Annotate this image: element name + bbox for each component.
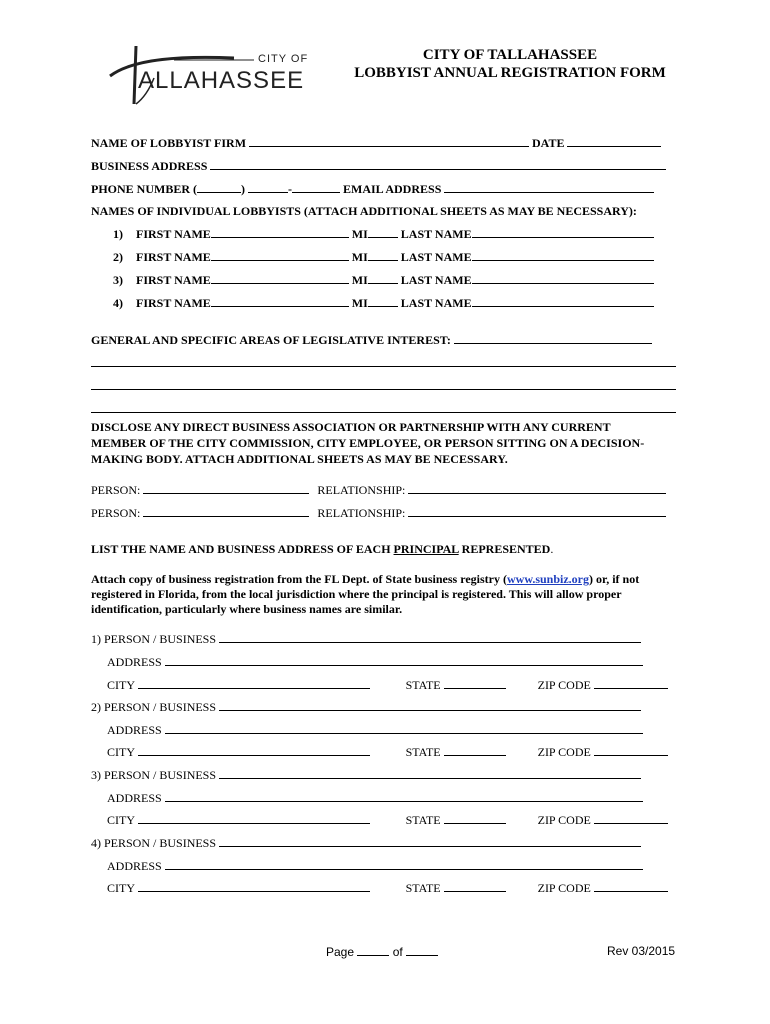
page-label: Page — [326, 945, 355, 959]
mi-label: MI — [351, 296, 368, 310]
last-name-field[interactable] — [472, 226, 654, 238]
firm-name-label: NAME OF LOBBYIST FIRM — [91, 136, 247, 150]
relationship-field[interactable] — [408, 482, 666, 494]
legislative-interest-row — [91, 332, 652, 347]
person-business-field[interactable] — [219, 699, 641, 711]
principal-city-row — [107, 677, 668, 692]
legislative-interest-line[interactable] — [91, 389, 676, 390]
person-business-field[interactable] — [219, 835, 641, 847]
lobbyist-row — [113, 226, 654, 241]
mi-label: MI — [351, 273, 368, 287]
zip-field[interactable] — [594, 744, 668, 756]
last-name-label: LAST NAME — [400, 296, 472, 310]
state-label: STATE — [405, 813, 441, 827]
principal-address-row — [107, 858, 643, 873]
lobbyist-num: 2) — [113, 250, 123, 264]
mi-field[interactable] — [368, 249, 398, 261]
city-field[interactable] — [138, 880, 370, 892]
state-field[interactable] — [444, 677, 506, 689]
last-name-field[interactable] — [472, 249, 654, 261]
lobbyist-num: 3) — [113, 273, 123, 287]
logo-city-of: CITY OF — [258, 53, 309, 65]
firm-name-field[interactable] — [249, 135, 529, 147]
person-business-label: PERSON / BUSINESS — [104, 632, 217, 646]
legislative-interest-colon: : — [446, 333, 451, 347]
first-name-field[interactable] — [211, 226, 349, 238]
state-label: STATE — [405, 881, 441, 895]
relationship-label: RELATIONSHIP: — [317, 483, 406, 497]
principal-num: 1) — [91, 632, 101, 646]
legislative-interest-field[interactable] — [454, 332, 652, 344]
principal-address-row — [107, 722, 643, 737]
principal-heading-key: PRINCIPAL — [393, 542, 459, 556]
firm-name-row — [91, 135, 661, 150]
last-name-label: LAST NAME — [400, 250, 472, 264]
person-label: PERSON: — [91, 483, 141, 497]
person-label: PERSON: — [91, 506, 141, 520]
first-name-field[interactable] — [211, 295, 349, 307]
person-business-label: PERSON / BUSINESS — [104, 768, 217, 782]
logo-name: ALLAHASSEE — [138, 67, 305, 94]
lobbyist-row — [113, 272, 654, 287]
attach-instructions-line2: registered in Florida, from the local jurisdiction where the principal is registered. This will allow proper — [91, 587, 622, 601]
business-address-row — [91, 158, 666, 173]
principal-num: 2) — [91, 700, 101, 714]
business-address-label: BUSINESS ADDRESS — [91, 159, 208, 173]
last-name-label: LAST NAME — [400, 227, 472, 241]
phone-open-paren: ( — [193, 182, 197, 196]
principal-city-row — [107, 880, 668, 895]
attach-instructions-line3: identification, particularly where business names are similar. — [91, 602, 403, 616]
lobbyist-row — [113, 249, 654, 264]
lobbyist-row — [113, 295, 654, 310]
person-field[interactable] — [143, 482, 309, 494]
mi-field[interactable] — [368, 226, 398, 238]
phone-email-row — [91, 181, 654, 196]
association-row — [91, 505, 666, 520]
principal-city-row — [107, 812, 668, 827]
phone-label: PHONE NUMBER — [91, 182, 190, 196]
principal-person-row — [91, 699, 641, 714]
city-field[interactable] — [138, 744, 370, 756]
zip-field[interactable] — [594, 677, 668, 689]
city-field[interactable] — [138, 812, 370, 824]
first-name-field[interactable] — [211, 249, 349, 261]
legislative-interest-label: GENERAL AND SPECIFIC AREAS OF LEGISLATIVE INTEREST — [91, 333, 447, 347]
principal-city-row — [107, 744, 668, 759]
last-name-label: LAST NAME — [400, 273, 472, 287]
mi-field[interactable] — [368, 295, 398, 307]
address-label: ADDRESS — [107, 655, 162, 669]
first-name-label: FIRST NAME — [136, 296, 211, 310]
last-name-field[interactable] — [472, 295, 654, 307]
address-label: ADDRESS — [107, 859, 162, 873]
principal-person-row — [91, 631, 641, 646]
principal-heading-post: REPRESENTED — [458, 542, 551, 556]
page-title-line2: LOBBYIST ANNUAL REGISTRATION FORM — [354, 65, 666, 81]
first-name-label: FIRST NAME — [136, 250, 211, 264]
page-title-line1: CITY OF TALLAHASSEE — [422, 47, 598, 63]
lobbyist-num: 4) — [113, 296, 123, 310]
attach-line1-pre: Attach copy of business registration from the FL Dept. of State business registry ( — [91, 572, 507, 586]
principal-person-row — [91, 835, 641, 850]
relationship-field[interactable] — [408, 505, 666, 517]
person-field[interactable] — [143, 505, 309, 517]
email-field[interactable] — [444, 181, 654, 193]
address-field[interactable] — [165, 790, 643, 802]
attach-instructions-line1 — [91, 572, 639, 586]
principal-address-row — [107, 654, 643, 669]
phone-dash: - — [288, 182, 292, 196]
phone-line-field[interactable] — [292, 181, 340, 193]
legislative-interest-line[interactable] — [91, 366, 676, 367]
disclose-text-line2: MEMBER OF THE CITY COMMISSION, CITY EMPLOYEE, OR PERSON SITTING ON A DECISION- — [91, 436, 645, 450]
date-label: DATE — [532, 136, 565, 150]
mi-label: MI — [351, 250, 368, 264]
of-label: of — [392, 945, 403, 959]
phone-prefix-field[interactable] — [248, 181, 288, 193]
zip-label: ZIP CODE — [537, 745, 591, 759]
attach-line1-post: ) or, if not — [589, 572, 640, 586]
principal-heading-pre: LIST THE NAME AND BUSINESS ADDRESS OF EACH — [91, 542, 394, 556]
address-label: ADDRESS — [107, 723, 162, 737]
email-label: EMAIL ADDRESS — [343, 182, 442, 196]
zip-field[interactable] — [594, 812, 668, 824]
state-field[interactable] — [444, 744, 506, 756]
mi-field[interactable] — [368, 272, 398, 284]
city-logo — [104, 40, 314, 112]
business-address-field[interactable] — [210, 158, 666, 170]
principal-person-row — [91, 767, 641, 782]
address-label: ADDRESS — [107, 791, 162, 805]
disclose-text-line1: DISCLOSE ANY DIRECT BUSINESS ASSOCIATION OR PARTNERSHIP WITH ANY CURRENT — [91, 420, 611, 434]
association-row — [91, 482, 666, 497]
address-field[interactable] — [165, 858, 643, 870]
city-field[interactable] — [138, 677, 370, 689]
phone-area-field[interactable] — [197, 181, 241, 193]
person-business-field[interactable] — [219, 767, 641, 779]
state-field[interactable] — [444, 880, 506, 892]
principal-heading — [91, 542, 553, 556]
phone-close-paren: ) — [241, 182, 245, 196]
zip-label: ZIP CODE — [537, 678, 591, 692]
person-business-label: PERSON / BUSINESS — [104, 836, 217, 850]
page-number — [326, 944, 438, 959]
legislative-interest-line[interactable] — [91, 412, 676, 413]
date-field[interactable] — [567, 135, 661, 147]
lobbyists-heading: NAMES OF INDIVIDUAL LOBBYISTS (ATTACH ADDITIONAL SHEETS AS MAY BE NECESSARY): — [91, 204, 637, 218]
state-label: STATE — [405, 745, 441, 759]
zip-label: ZIP CODE — [537, 813, 591, 827]
zip-field[interactable] — [594, 880, 668, 892]
city-label: CITY — [107, 745, 135, 759]
person-business-field[interactable] — [219, 631, 641, 643]
page-number-field[interactable] — [357, 944, 389, 956]
principal-num: 4) — [91, 836, 101, 850]
relationship-label: RELATIONSHIP: — [317, 506, 406, 520]
state-field[interactable] — [444, 812, 506, 824]
first-name-label: FIRST NAME — [136, 273, 211, 287]
sunbiz-link[interactable]: www.sunbiz.org — [506, 572, 589, 586]
address-field[interactable] — [165, 654, 643, 666]
mi-label: MI — [351, 227, 368, 241]
principal-num: 3) — [91, 768, 101, 782]
person-business-label: PERSON / BUSINESS — [104, 700, 217, 714]
city-label: CITY — [107, 678, 135, 692]
first-name-field[interactable] — [211, 272, 349, 284]
first-name-label: FIRST NAME — [136, 227, 211, 241]
city-label: CITY — [107, 813, 135, 827]
revision-date: Rev 03/2015 — [607, 944, 676, 958]
lobbyist-num: 1) — [113, 227, 123, 241]
address-field[interactable] — [165, 722, 643, 734]
last-name-field[interactable] — [472, 272, 654, 284]
state-label: STATE — [405, 678, 441, 692]
principal-heading-end: . — [550, 542, 554, 556]
zip-label: ZIP CODE — [537, 881, 591, 895]
principal-address-row — [107, 790, 643, 805]
page-total-field[interactable] — [406, 944, 438, 956]
disclose-text-line3: MAKING BODY. ATTACH ADDITIONAL SHEETS AS MAY BE NECESSARY. — [91, 452, 508, 466]
city-label: CITY — [107, 881, 135, 895]
